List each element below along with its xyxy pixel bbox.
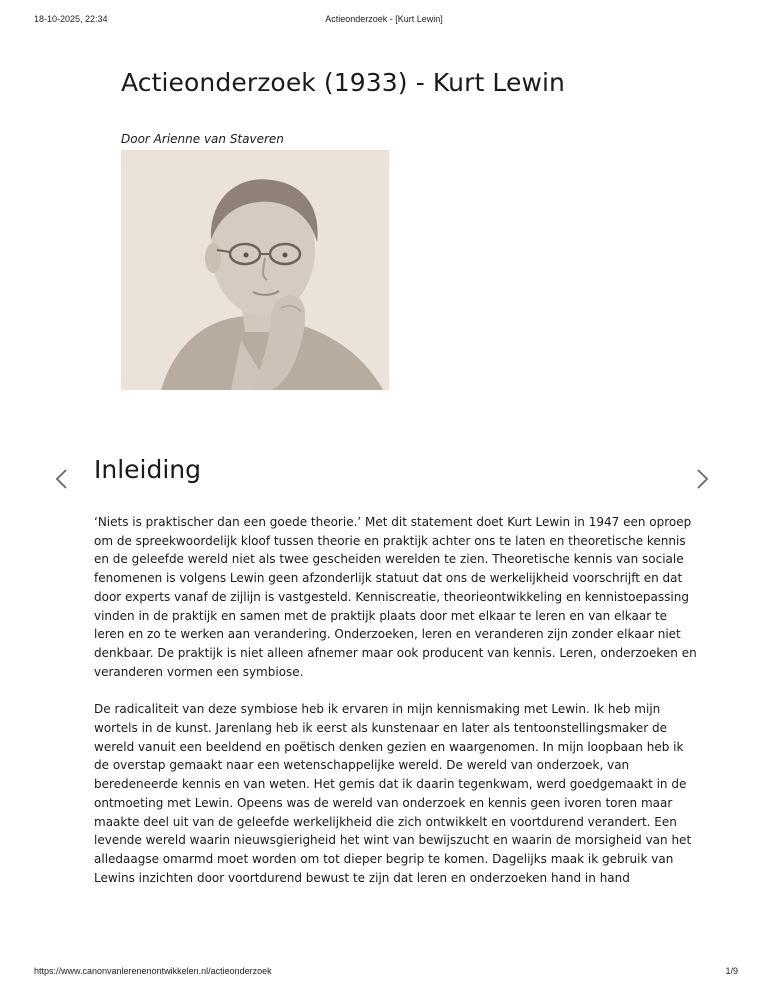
article-body (94, 513, 698, 906)
chevron-left-icon (52, 468, 72, 490)
print-doc-title: Actieonderzoek - [Kurt Lewin] (325, 14, 443, 24)
previous-arrow-button[interactable] (52, 468, 72, 490)
page-title: Actieonderzoek (1933) - Kurt Lewin (121, 68, 566, 97)
page-number: 1/9 (725, 966, 738, 976)
author-byline: Door Arienne van Staveren (121, 132, 284, 146)
paragraph: De radicaliteit van deze symbiose heb ik ervaren in mijn kennismaking met Lewin. Ik heb mijn wortels in de kunst. Jarenlang heb ik eerst als kunstenaar en later als tentoonstellingsmaker de wereld vanuit een beeldend en poëtisch denken gezien en waargenomen. In mijn loopbaan heb ik de overstap gemaakt naar een wetenschappelijke wereld. De wereld van onderzoek, van beredeneerde kennis en van weten. Het gemis dat ik daarin tegenkwam, werd goedgemaakt in de ontmoeting met Lewin. Opeens was de wereld van onderzoek en kennis geen ivoren toren maar maakte deel uit van de geleefde werkelijkheid die zich ontwikkelt en voortdurend verandert. Een levende wereld waarin nieuwsgierigheid het wint van bewijszucht en waarin de morsigheid van het alledaagse omarmd moet worden om tot dieper begrip te komen. Dagelijks maak ik gebruik van Lewins inzichten door voortdurend bewust te zijn dat leren en onderzoeken hand in hand (94, 702, 692, 885)
print-datetime: 18-10-2025, 22:34 (34, 14, 108, 24)
print-url[interactable]: https://www.canonvanlerenenontwikkelen.nl/actieonderzoek (34, 966, 272, 976)
section-heading: Inleiding (94, 455, 202, 484)
paragraph: ‘Niets is praktischer dan een goede theorie.’ Met dit statement doet Kurt Lewin in 1947 een oproep om de spreekwoordelijk kloof tussen theorie en praktijk achter ons te laten en theoretische kennis en de geleefde wereld niet als twee gescheiden werelden te zien. Theoretische kennis van sociale fenomenen is volgens Lewin geen afzonderlijk statuut dat ons de werkelijkheid voorschrijft en dat door experts vanaf de zijlijn is vastgesteld. Kenniscreatie, theorieontwikkeling en kennistoepassing vinden in de praktijk en samen met de praktijk plaats door met elkaar te leren en van elkaar te leren en zo te werken aan verandering. Onderzoeken, leren en veranderen zijn zonder elkaar niet denkbaar. De praktijk is niet alleen afnemer maar ook producent van kennis. Leren, onderzoeken en veranderen vormen een symbiose. (94, 515, 697, 679)
next-arrow-button[interactable] (692, 468, 712, 490)
portrait-illustration (121, 150, 389, 390)
chevron-right-icon (692, 468, 712, 490)
portrait-photo (121, 150, 389, 390)
